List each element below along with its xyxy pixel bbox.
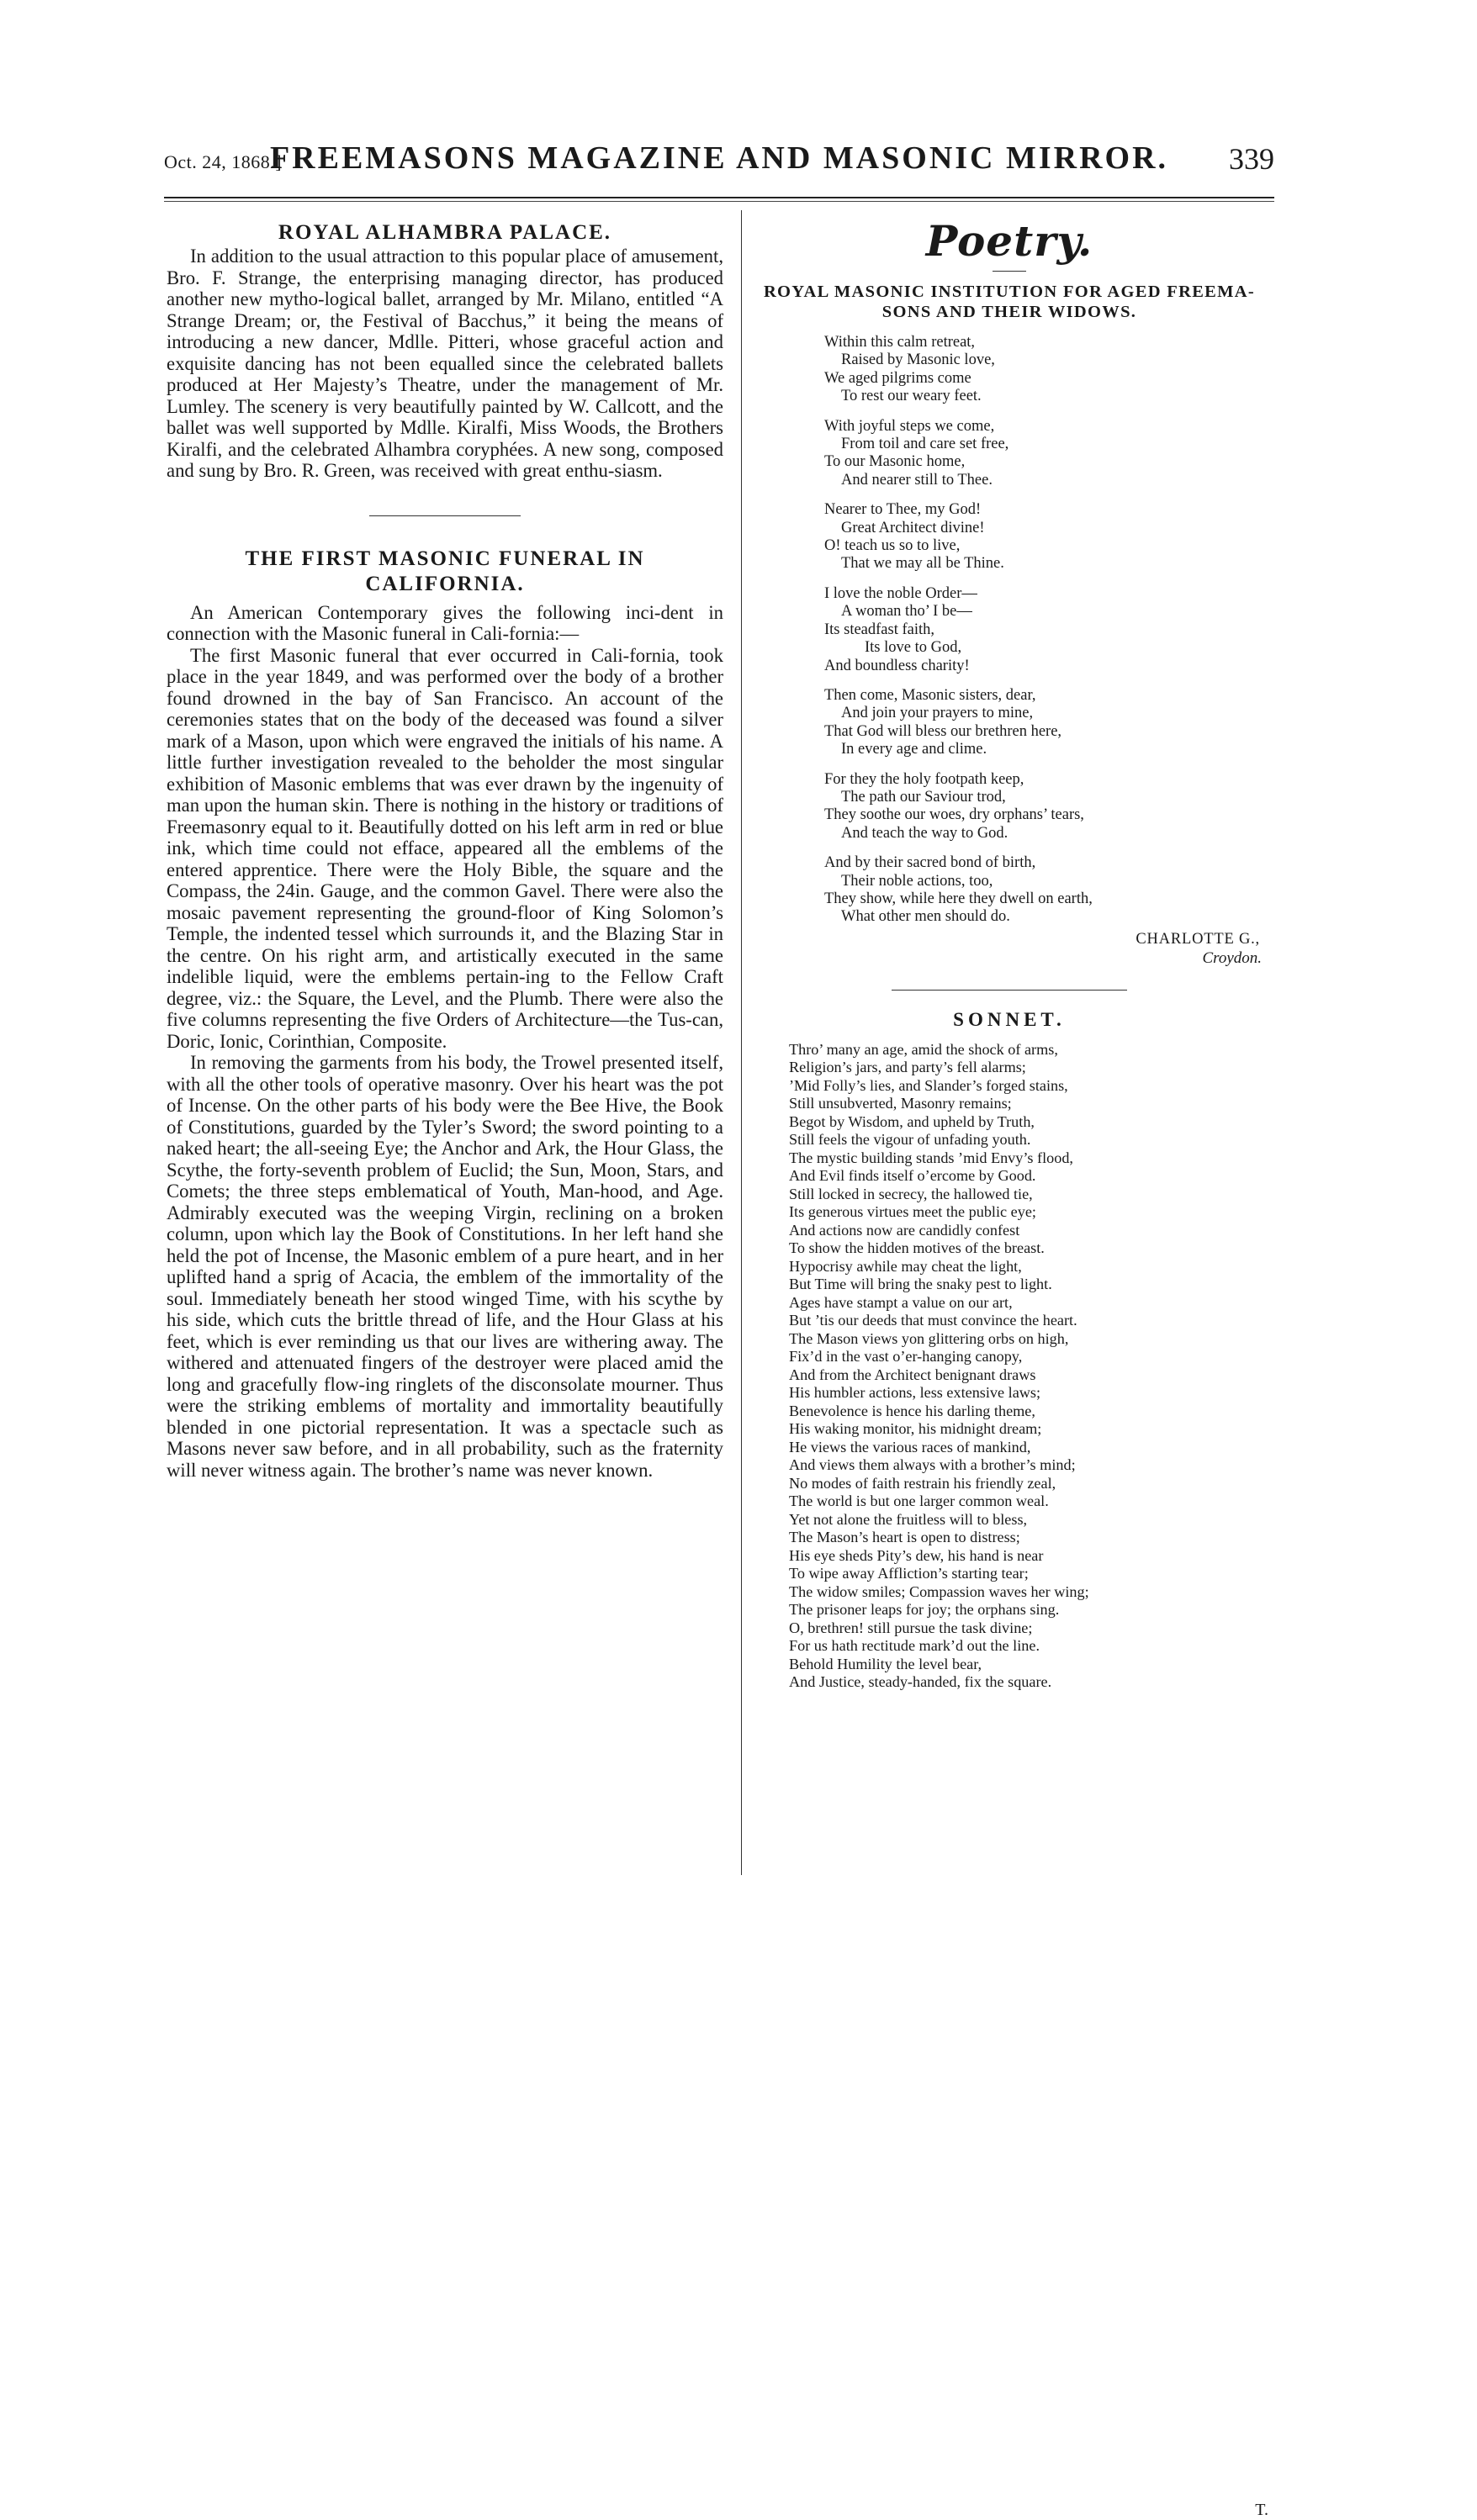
- poem-author-place: Croydon.: [1202, 948, 1262, 967]
- sonnet-line: He views the various races of mankind,: [789, 1438, 1031, 1455]
- sonnet-line: Thro’ many an age, amid the shock of arms,: [789, 1040, 1058, 1058]
- article-paragraph: In removing the garments from his body, the Trowel presented itself, with all the other tools of operative masonry. Over his heart was the pot of Incense. On the other parts of his body were the Bee Hive, the Book of Constitutions, guarded by the Tyler’s Sword; the sword pointing to a naked heart; the all-seeing Eye; the Anchor and Ark, the Hour Glass, the Scythe, the forty-seventh problem of Euclid; the Sun, Moon, Stars, and Comets; the three steps emblematical of Youth, Man-hood, and Age. Admirably executed was the weeping Virgin, reclining on a broken column, upon which lay the Book of Constitutions. In her left hand she held the pot of Incense, the Masonic emblem of a pure heart, and in her uplifted hand a sprig of Acacia, the emblem of the immortality of the soul. Immediately beneath her stood winged Time, with his scythe by his side, which cuts the brittle thread of life, and the Hour Glass at his feet, which is ever reminding us that our lives are withering away. The withered and attenuated fingers of the destroyer were placed amid the long and gracefully flow-ing ringlets of the disconsolate mourner. Thus were the striking emblems of mortality and immortality beautifully blended in one pictorial representation. It was a spectacle such as Masons never saw before, and in all probability, such as the fraternity will never witness again. The brother’s name was never known.: [167, 1052, 723, 1481]
- poem-line: Then come, Masonic sisters, dear,: [824, 686, 1036, 704]
- sonnet-line: The Mason’s heart is open to distress;: [789, 1529, 1020, 1546]
- poem-line: We aged pilgrims come: [824, 369, 971, 387]
- poem-line: In every age and clime.: [841, 741, 987, 758]
- article-first-masonic-funeral: [167, 547, 723, 1482]
- sonnet-signature: T.: [1255, 2501, 1268, 2519]
- poem-line: Its love to God,: [865, 639, 962, 657]
- sonnet-line: And actions now are candidly confest: [789, 1221, 1020, 1239]
- sonnet-line: Religion’s jars, and party’s fell alarms;: [789, 1059, 1026, 1076]
- magazine-title: FREEMASONS MAGAZINE AND MASONIC MIRROR.: [269, 140, 1169, 176]
- sonnet-line: Fix’d in the vast o’er-hanging canopy,: [789, 1348, 1023, 1366]
- sonnet-line: The mystic building stands ’mid Envy’s flood,: [789, 1149, 1073, 1166]
- sonnet-line: Ages have stampt a value on our art,: [789, 1293, 1013, 1311]
- poem-line: The path our Saviour trod,: [841, 788, 1006, 806]
- section-separator: [892, 990, 1127, 991]
- poem-line: Their noble actions, too,: [841, 872, 993, 890]
- page-number: 339: [1229, 142, 1274, 176]
- article-alhambra: [167, 220, 723, 482]
- article-heading-line1: THE FIRST MASONIC FUNERAL IN: [245, 547, 645, 570]
- poem-line: Within this calm retreat,: [824, 334, 976, 351]
- stanza: [824, 418, 1278, 490]
- poem-line: And by their sacred bond of birth,: [824, 854, 1036, 872]
- article-paragraph: The first Masonic funeral that ever occurred in Cali-fornia, took place in the year 1849, and was performed over the body of a brother found drowned in the bay of San Francisco. An account of the ceremonies states that on the body of the deceased was found a silver mark of a Mason, upon which were engraved the initials of his name. A little further investigation revealed to the beholder the most singular exhibition of Masonic emblems that was ever drawn by the ingenuity of man upon the human skin. There is nothing in the history or traditions of Freemasonry equal to it. Beautifully dotted on his left arm in red or blue ink, which time could not efface, appeared all the emblems of the entered apprentice. There were the Holy Bible, the square and the Compass, the 24in. Gauge, and the common Gavel. There were also the mosaic pavement representing the ground-floor of King Solomon’s Temple, the indented tessel which surrounds it, and the Blazing Star in the centre. On his right arm, and artistically executed in the same indelible liquid, were the emblems pertain-ing to the Fellow Craft degree, viz.: the Square, the Level, and the Plumb. There were also the five columns representing the five Orders of Architecture—the Tus-can, Doric, Ionic, Corinthian, Composite.: [167, 644, 723, 1052]
- poem-line: O! teach us so to live,: [824, 537, 961, 555]
- stanza: [824, 687, 1278, 759]
- poem-line: A woman tho’ I be—: [841, 603, 972, 621]
- sonnet-line: His eye sheds Pity’s dew, his hand is near: [789, 1546, 1044, 1564]
- poem-line: With joyful steps we come,: [824, 417, 995, 435]
- sonnet-line: O, brethren! still pursue the task divine;: [789, 1619, 1033, 1636]
- poem-line: That we may all be Thine.: [841, 555, 1004, 573]
- issue-date: Oct. 24, 1868.]: [164, 151, 283, 172]
- title-separator: [993, 271, 1026, 272]
- poem-line: From toil and care set free,: [841, 436, 1009, 453]
- sonnet-line: To wipe away Affliction’s starting tear;: [789, 1565, 1029, 1582]
- poem-line: And nearer still to Thee.: [841, 471, 993, 489]
- poem: [740, 334, 1278, 927]
- poem-line: I love the noble Order—: [824, 584, 977, 602]
- header-rule-thin: [164, 201, 1274, 202]
- stanza: [824, 854, 1278, 927]
- poem-line: And teach the way to God.: [841, 824, 1008, 842]
- sonnet-line: ’Mid Folly’s lies, and Slander’s forged stains,: [789, 1076, 1068, 1094]
- sonnet-title: SONNET.: [953, 1008, 1066, 1030]
- sonnet-line: The prisoner leaps for joy; the orphans sing.: [789, 1601, 1060, 1619]
- article-paragraph: In addition to the usual attraction to this popular place of amusement, Bro. F. Strange, the enterprising managing director, has produced another new mytho-logical ballet, arranged by Mr. Milano, entitled “A Strange Dream; or, the Festival of Bacchus,” it being the means of introducing a new dancer, Mdlle. Pitteri, whose graceful action and exquisite dancing has not been equalled since the celebrated ballets produced at Her Majesty’s Theatre, under the management of Mr. Lumley. The scenery is very beautifully painted by W. Callcott, and the ballet was well supported by Mdlle. Kiralfi, Miss Woods, the Brothers Kiralfi, and the celebrated Alhambra coryphées. A new song, composed and sung by Bro. R. Green, was received with great enthu-siasm.: [167, 246, 723, 481]
- poem-line: To our Masonic home,: [824, 453, 966, 471]
- sonnet-line: But ’tis our deeds that must convince the heart.: [789, 1312, 1077, 1329]
- sonnet-line: Its generous virtues meet the public eye;: [789, 1203, 1036, 1221]
- stanza: [824, 501, 1278, 573]
- sonnet: [789, 1041, 1278, 1692]
- stanza: [824, 334, 1278, 406]
- poem-line: Its steadfast faith,: [824, 621, 934, 638]
- sonnet-line: Yet not alone the fruitless will to bless,: [789, 1510, 1028, 1528]
- stanza: [824, 585, 1278, 675]
- sonnet-line: Still unsubverted, Masonry remains;: [789, 1095, 1012, 1112]
- sonnet-line: His waking monitor, his midnight dream;: [789, 1420, 1042, 1438]
- left-column: [167, 220, 723, 1481]
- article-paragraph: An American Contemporary gives the following inci-dent in connection with the Masonic funeral in Cali-fornia:—: [167, 601, 723, 644]
- sonnet-line: His humbler actions, less extensive laws;: [789, 1384, 1041, 1402]
- sonnet-line: The Mason views yon glittering orbs on high,: [789, 1329, 1069, 1347]
- stanza: [824, 771, 1278, 843]
- right-column: [740, 216, 1278, 2519]
- sonnet-line: The world is but one larger common weal.: [789, 1492, 1049, 1510]
- article-heading: ROYAL ALHAMBRA PALACE.: [278, 221, 612, 244]
- poem-line: To rest our weary feet.: [841, 388, 982, 405]
- section-separator: [369, 515, 521, 516]
- sonnet-line: Behold Humility the level bear,: [789, 1655, 982, 1672]
- sonnet-line: To show the hidden motives of the breast.: [789, 1239, 1045, 1257]
- sonnet-line: For us hath rectitude mark’d out the line.: [789, 1637, 1040, 1655]
- sonnet-line: Benevolence is hence his darling theme,: [789, 1402, 1035, 1419]
- poem-heading: ROYAL MASONIC INSTITUTION FOR AGED FREEMA-SONS AND THEIR WIDOWS.: [763, 283, 1256, 321]
- poem-line: That God will bless our brethren here,: [824, 722, 1062, 740]
- sonnet-line: No modes of faith restrain his friendly zeal,: [789, 1474, 1056, 1492]
- sonnet-line: And from the Architect benignant draws: [789, 1366, 1036, 1383]
- poem-author: CHARLOTTE G.,: [1136, 930, 1260, 948]
- header-rule: [164, 197, 1274, 198]
- article-heading-line2: CALIFORNIA.: [365, 572, 525, 595]
- sonnet-line: Still feels the vigour of unfading youth.: [789, 1131, 1031, 1149]
- sonnet-line: But Time will bring the snaky pest to light.: [789, 1276, 1052, 1293]
- poem-line: Great Architect divine!: [841, 519, 985, 536]
- poetry-section-title: Poetry.: [925, 216, 1093, 266]
- sonnet-line: Hypocrisy awhile may cheat the light,: [789, 1257, 1022, 1275]
- poem-line: For they the holy footpath keep,: [824, 770, 1024, 788]
- poem-line: They soothe our woes, dry orphans’ tears,: [824, 806, 1084, 824]
- page-header: [164, 133, 1274, 183]
- poem-line: Raised by Masonic love,: [841, 351, 995, 369]
- poem-line: And join your prayers to mine,: [841, 705, 1034, 722]
- sonnet-line: Begot by Wisdom, and upheld by Truth,: [789, 1112, 1035, 1130]
- sonnet-line: The widow smiles; Compassion waves her wing;: [789, 1582, 1089, 1600]
- sonnet-line: And Justice, steady-handed, fix the square.: [789, 1673, 1052, 1691]
- poem-line: Nearer to Thee, my God!: [824, 501, 982, 519]
- poem-line: They show, while here they dwell on earth,: [824, 890, 1093, 907]
- poem-line: And boundless charity!: [824, 657, 970, 674]
- sonnet-line: And Evil finds itself o’ercome by Good.: [789, 1167, 1036, 1185]
- poem-line: What other men should do.: [841, 908, 1010, 926]
- sonnet-line: Still locked in secrecy, the hallowed tie,: [789, 1185, 1033, 1202]
- sonnet-line: And views them always with a brother’s mind;: [789, 1456, 1076, 1474]
